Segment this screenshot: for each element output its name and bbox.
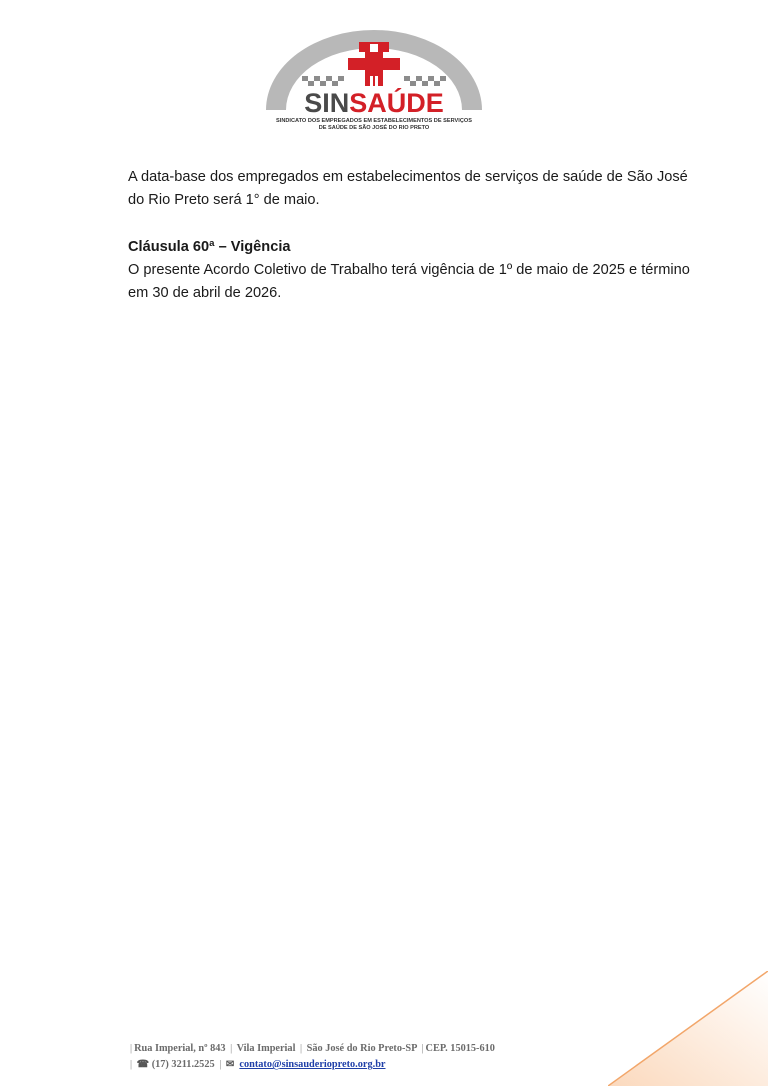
paragraph-data-base: A data-base dos empregados em estabelecimentos de serviços de saúde de São José do Rio Preto será 1° de maio. <box>128 169 688 208</box>
footer-line-contact: | ☎ (17) 3211.2525 | ✉ contato@sinsauderiopreto.org.br <box>128 1057 495 1073</box>
footer-phone: (17) 3211.2525 <box>151 1059 215 1070</box>
corner-decoration <box>608 971 768 1086</box>
footer-cep: CEP. 15015-610 <box>425 1043 495 1054</box>
clause-title: Cláusula 60ª – Vigência <box>128 239 291 255</box>
logo-name: SINSAÚDE <box>304 88 444 118</box>
sinsaude-logo <box>258 24 490 136</box>
footer-address: Rua Imperial, nº 843 <box>134 1043 226 1054</box>
logo-subtitle-line1: SINDICATO DOS EMPREGADOS EM ESTABELECIMENTOS DE SERVIÇOS <box>276 118 472 124</box>
footer-email-link[interactable]: contato@sinsauderiopreto.org.br <box>239 1059 386 1070</box>
footer-line-address: | Rua Imperial, nº 843 | Vila Imperial | São José do Rio Preto-SP | CEP. 15015-610 <box>130 1043 495 1054</box>
footer-district: Vila Imperial <box>236 1043 296 1054</box>
clause-text: O presente Acordo Coletivo de Trabalho terá vigência de 1º de maio de 2025 e término em 30 de abril de 2026. <box>128 262 690 301</box>
clause-section <box>128 236 708 305</box>
logo-subtitle-line2: DE SAÚDE DE SÃO JOSÉ DO RIO PRETO <box>318 125 430 131</box>
envelope-icon: ✉ <box>225 1059 235 1070</box>
footer <box>128 1041 495 1073</box>
footer-city: São José do Rio Preto-SP <box>306 1043 417 1054</box>
phone-icon: ☎ <box>136 1059 150 1070</box>
